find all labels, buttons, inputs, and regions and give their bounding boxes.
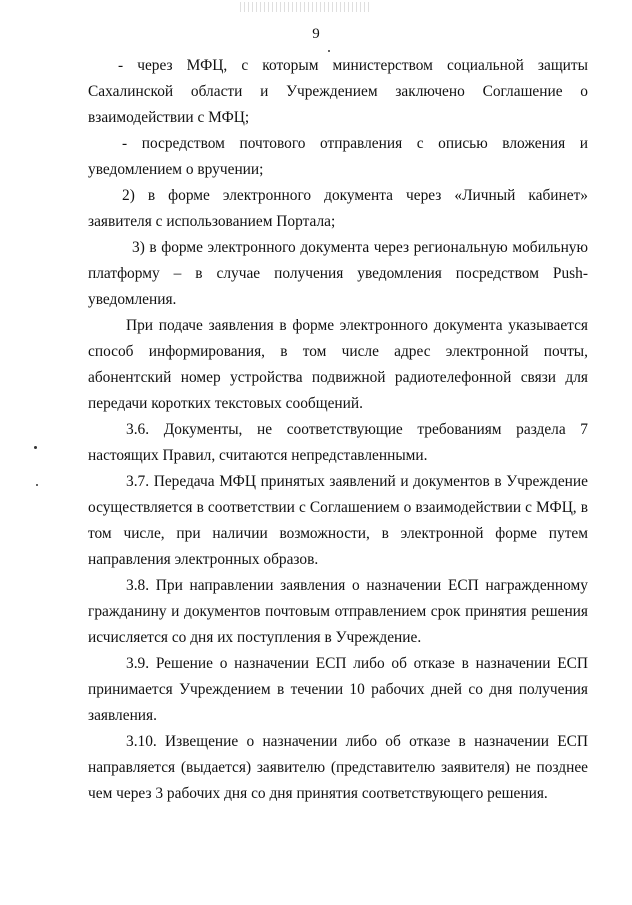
paragraph-3-6: 3.6. Документы, не соответствующие требованиям раздела 7 настоящих Правил, считаются непредставленными.	[88, 421, 588, 464]
paragraph-3-7: 3.7. Передача МФЦ принятых заявлений и документов в Учреждение осуществляется в соответствии с Соглашением о взаимодействии с МФЦ, в том числе, при наличии возможности, в электронной форме путем направления электронных образов.	[88, 473, 588, 568]
paragraph-3-9: 3.9. Решение о назначении ЕСП либо об отказе в назначении ЕСП принимается Учреждением в течении 10 рабочих дней со дня получения заявления.	[88, 655, 588, 724]
scan-speck	[34, 446, 37, 449]
scan-speck	[36, 484, 38, 486]
paragraph-3-10: 3.10. Извещение о назначении либо об отказе в назначении ЕСП направляется (выдается) заявителю (представителю заявителя) не позднее чем через 3 рабочих дня со дня принятия соответствующего решения.	[88, 733, 588, 802]
page-number: 9	[312, 26, 320, 42]
paragraph-3-8: 3.8. При направлении заявления о назначении ЕСП награжденному гражданину и документов почтовым отправлением срок принятия решения исчисляется со дня их поступления в Учреждение.	[88, 577, 588, 646]
scan-speck	[328, 50, 330, 52]
document-body	[88, 53, 588, 807]
paragraph-via-post: - посредством почтового отправления с описью вложения и уведомлением о вручении;	[88, 135, 588, 178]
paragraph-info-method: При подаче заявления в форме электронного документа указывается способ информирования, в том числе адрес электронной почты, абонентский номер устройства подвижной радиотелефонной связи для передачи коротких текстовых сообщений.	[88, 317, 588, 412]
scan-artifact	[240, 2, 370, 12]
paragraph-item-3: 3) в форме электронного документа через региональную мобильную платформу – в случае получения уведомления посредством Push-уведомления.	[88, 239, 588, 308]
paragraph-item-2: 2) в форме электронного документа через «Личный кабинет» заявителя с использованием Портала;	[88, 187, 588, 230]
paragraph-via-mfc: - через МФЦ, с которым министерством социальной защиты Сахалинской области и Учреждением заключено Соглашение о взаимодействии с МФЦ;	[88, 57, 588, 126]
